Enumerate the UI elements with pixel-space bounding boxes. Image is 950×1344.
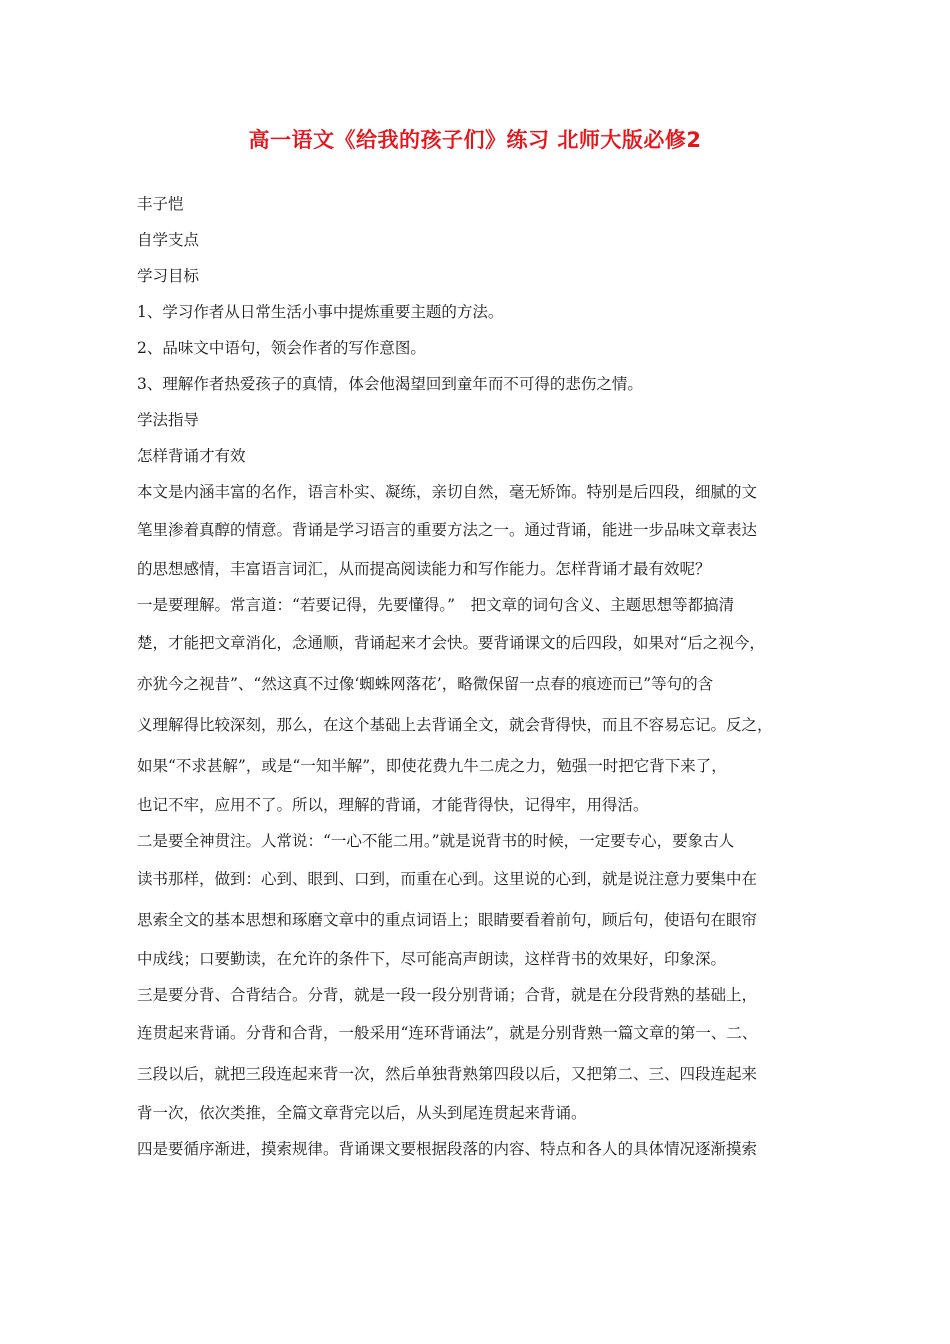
section-heading-self-study: 自学支点	[137, 231, 200, 249]
paragraph-line: 义理解得比较深刻，那么，在这个基础上去背诵全文，就会背得快，而且不容易忘记。反之，	[137, 716, 773, 734]
paragraph-line: 背一次，依次类推，全篇文章背完以后，从头到尾连贯起来背诵。	[137, 1104, 587, 1122]
paragraph-line: 连贯起来背诵。分背和合背，一般采用“连环背诵法”，就是分别背熟一篇文章的第一、二、	[137, 1024, 758, 1042]
goal-item: 3、理解作者热爱孩子的真情，体会他渴望回到童年而不可得的悲伤之情。	[137, 375, 643, 393]
paragraph-line: 也记不牢，应用不了。所以，理解的背诵，才能背得快，记得牢，用得活。	[137, 796, 649, 814]
paragraph-line: 四是要循序渐进，摸索规律。背诵课文要根据段落的内容、特点和各人的具体情况逐渐摸索	[137, 1140, 758, 1158]
subheading-recite: 怎样背诵才有效	[137, 447, 246, 465]
paragraph-understand	[137, 587, 827, 823]
author-line: 丰子恺	[137, 195, 184, 213]
paragraph-line: 楚，才能把文章消化，念通顺，背诵起来才会快。要背诵课文的后四段，如果对“后之视今，	[137, 634, 765, 652]
paragraph-line: 三是要分背、合背结合。分背，就是一段一段分别背诵；合背，就是在分段背熟的基础上，	[137, 986, 758, 1004]
paragraph-line: 三段以后，就把三段连起来背一次，然后单独背熟第四段以后，又把第二、三、四段连起来	[137, 1065, 758, 1083]
paragraph-line: 如果“不求甚解”，或是“一知半解”，即使花费九牛二虎之力，勉强一时把它背下来了，	[137, 757, 727, 775]
section-heading-method: 学法指导	[137, 411, 200, 429]
paragraph-line: 的思想感情，丰富语言词汇，从而提高阅读能力和写作能力。怎样背诵才最有效呢？	[137, 560, 711, 578]
paragraph-focus	[137, 823, 827, 977]
section-heading-goals: 学习目标	[137, 267, 200, 285]
paragraph-line: 读书那样，做到：心到、眼到、口到，而重在心到。这里说的心到，就是说注意力要集中在	[137, 870, 758, 888]
paragraph-line: 思索全文的基本思想和琢磨文章中的重点词语上；眼睛要看着前句，顾后句，使语句在眼帘	[137, 911, 758, 929]
document-body	[137, 186, 827, 1167]
goal-item: 1、学习作者从日常生活小事中提炼重要主题的方法。	[137, 303, 504, 321]
goal-item: 2、品味文中语句，领会作者的写作意图。	[137, 339, 426, 357]
paragraph-gradual	[137, 1131, 827, 1167]
paragraph-line: 亦犹今之视昔”、“然这真不过像‘蜘蛛网落花’，略微保留一点春的痕迹而已”等句的含	[137, 675, 714, 693]
document-title: 高一语文《给我的孩子们》练习 北师大版必修2	[248, 128, 702, 152]
paragraph-intro	[137, 474, 827, 587]
paragraph-split-combine	[137, 977, 827, 1131]
paragraph-line: 本文是内涵丰富的名作，语言朴实、凝练，亲切自然，毫无矫饰。特别是后四段，细腻的文	[137, 483, 758, 501]
paragraph-line: 中成线；口要勤读，在允许的条件下，尽可能高声朗读，这样背书的效果好，印象深。	[137, 950, 727, 968]
paragraph-line: 一是要理解。常言道：“若要记得，先要懂得。” 把文章的词句含义、主题思想等都搞清	[137, 596, 735, 614]
paragraph-line: 二是要全神贯注。人常说：“一心不能二用。”就是说背书的时候，一定要专心，要象古人	[137, 832, 735, 850]
paragraph-line: 笔里渗着真醇的情意。背诵是学习语言的重要方法之一。通过背诵，能进一步品味文章表达	[137, 521, 758, 539]
